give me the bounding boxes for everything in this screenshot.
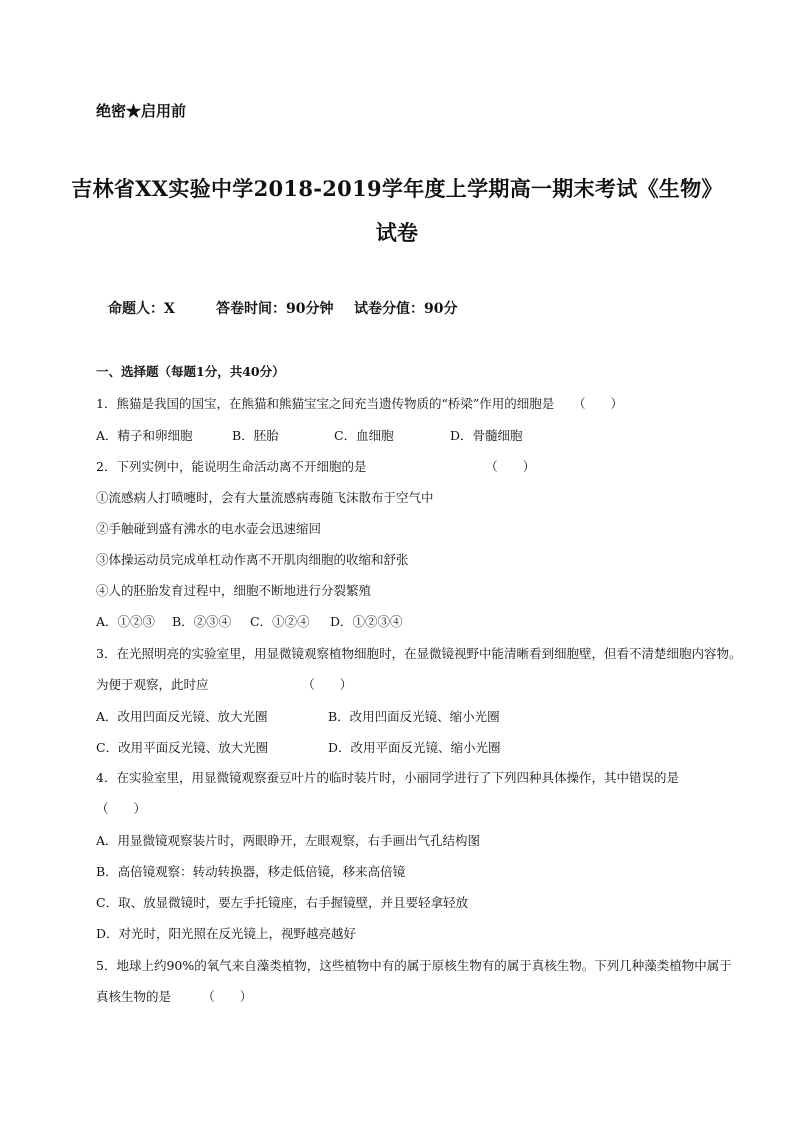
question-2-option-b: B．②③④ (172, 614, 232, 629)
question-1-option-d: D．骨髓细胞 (450, 428, 523, 443)
question-5-stem-cont: 真核生物的是 （ ） (96, 989, 253, 1004)
question-4-option-a: A．用显微镜观察装片时，两眼睁开，左眼观察，右手画出气孔结构图 (96, 833, 481, 848)
question-2-item-1: ①流感病人打喷嚏时，会有大量流感病毒随飞沫散布于空气中 (96, 490, 434, 505)
question-2-option-a: A．①②③ (96, 614, 156, 629)
question-2-item-4: ④人的胚胎发育过程中，细胞不断地进行分裂繁殖 (96, 583, 372, 598)
question-4-stem-cont: （ ） (96, 801, 147, 816)
question-3-option-a: A．改用凹面反光镜、放大光圈 (96, 709, 268, 724)
exam-title: 吉林省XX实验中学2018-2019学年度上学期高一期末考试《生物》 (71, 176, 723, 201)
score-info: 试卷分值：90分 (354, 301, 458, 317)
question-1-option-c: C．血细胞 (334, 428, 394, 443)
question-2-item-3: ③体操运动员完成单杠动作离不开肌肉细胞的收缩和舒张 (96, 552, 409, 567)
question-5-stem: 5．地球上约90%的氧气来自藻类植物，这些植物中有的属于原核生物有的属于真核生物。下列几种藻类植物中属于 (96, 958, 732, 973)
question-2-stem: 2．下列实例中，能说明生命活动离不开细胞的是 （ ） (96, 459, 536, 474)
question-4-option-c: C．取、放显微镜时，要左手托镜座，右手握镜壁，并且要轻拿轻放 (96, 895, 469, 910)
question-2-item-2: ②手触碰到盛有沸水的电水壶会迅速缩回 (96, 521, 322, 536)
section-heading: 一、选择题（每题1分，共40分） (96, 364, 285, 379)
question-4-stem: 4．在实验室里，用显微镜观察蚕豆叶片的临时装片时，小丽同学进行了下列四种具体操作，其中错误的是 (96, 770, 679, 785)
question-1-option-a: A．精子和卵细胞 (96, 428, 193, 443)
question-3-stem-cont: 为便于观察，此时应 （ ） (96, 677, 353, 692)
question-4-option-d: D．对光时，阳光照在反光镜上，视野越亮越好 (96, 926, 357, 941)
question-3-option-d: D．改用平面反光镜、缩小光圈 (328, 740, 501, 755)
question-3-option-b: B．改用凹面反光镜、缩小光圈 (328, 709, 500, 724)
time-info: 答卷时间：90分钟 (216, 301, 334, 317)
question-3-stem: 3．在光照明亮的实验室里，用显微镜观察植物细胞时，在显微镜视野中能清晰看到细胞壁，但看不清楚细胞内容物。 (96, 646, 742, 661)
question-1-stem: 1．熊猫是我国的国宝，在熊猫和熊猫宝宝之间充当遗传物质的“桥梁”作用的细胞是 （ ） (96, 396, 623, 411)
question-2-option-c: C．①②④ (250, 614, 310, 629)
question-2-option-d: D．①②③④ (330, 614, 403, 629)
exam-title-line2: 试卷 (375, 220, 419, 245)
author-info: 命题人：X (108, 301, 175, 317)
question-1-option-b: B．胚胎 (232, 428, 279, 443)
confidential-mark: 绝密★启用前 (96, 102, 187, 120)
question-3-option-c: C．改用平面反光镜、放大光圈 (96, 740, 269, 755)
question-4-option-b: B．高倍镜观察：转动转换器，移走低倍镜，移来高倍镜 (96, 864, 406, 879)
